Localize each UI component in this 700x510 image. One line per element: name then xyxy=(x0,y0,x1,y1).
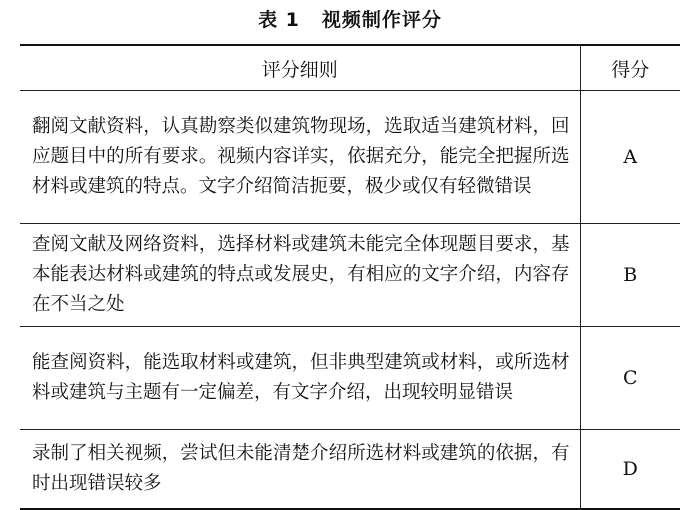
header-row xyxy=(20,45,680,91)
criteria-column-header: 评分细则 xyxy=(20,45,580,91)
score-column-header: 得分 xyxy=(580,45,680,91)
table-caption xyxy=(0,8,700,32)
criteria-cell: 查阅文献及网络资料，选择材料或建筑未能完全体现题目要求，基本能表达材料或建筑的特点或发展史，有相应的文字介绍，内容存在不当之处 xyxy=(20,224,580,327)
table-row xyxy=(20,91,680,224)
table-title: 视频制作评分 xyxy=(321,9,442,31)
criteria-cell: 录制了相关视频，尝试但未能清楚介绍所选材料或建筑的依据，有时出现错误较多 xyxy=(20,430,580,510)
score-cell: C xyxy=(580,327,680,430)
table-row xyxy=(20,224,680,327)
criteria-cell: 能查阅资料，能选取材料或建筑，但非典型建筑或材料，或所选材料或建筑与主题有一定偏差，有文字介绍，出现较明显错误 xyxy=(20,327,580,430)
score-cell: B xyxy=(580,224,680,327)
table-number: 表 1 xyxy=(258,9,300,31)
table-row xyxy=(20,430,680,510)
table-row xyxy=(20,327,680,430)
score-cell: A xyxy=(580,91,680,224)
criteria-cell: 翻阅文献资料，认真勘察类似建筑物现场，选取适当建筑材料，回应题目中的所有要求。视频内容详实，依据充分，能完全把握所选材料或建筑的特点。文字介绍简洁扼要，极少或仅有轻微错误 xyxy=(20,91,580,224)
score-cell: D xyxy=(580,430,680,510)
scoring-table xyxy=(20,44,680,510)
